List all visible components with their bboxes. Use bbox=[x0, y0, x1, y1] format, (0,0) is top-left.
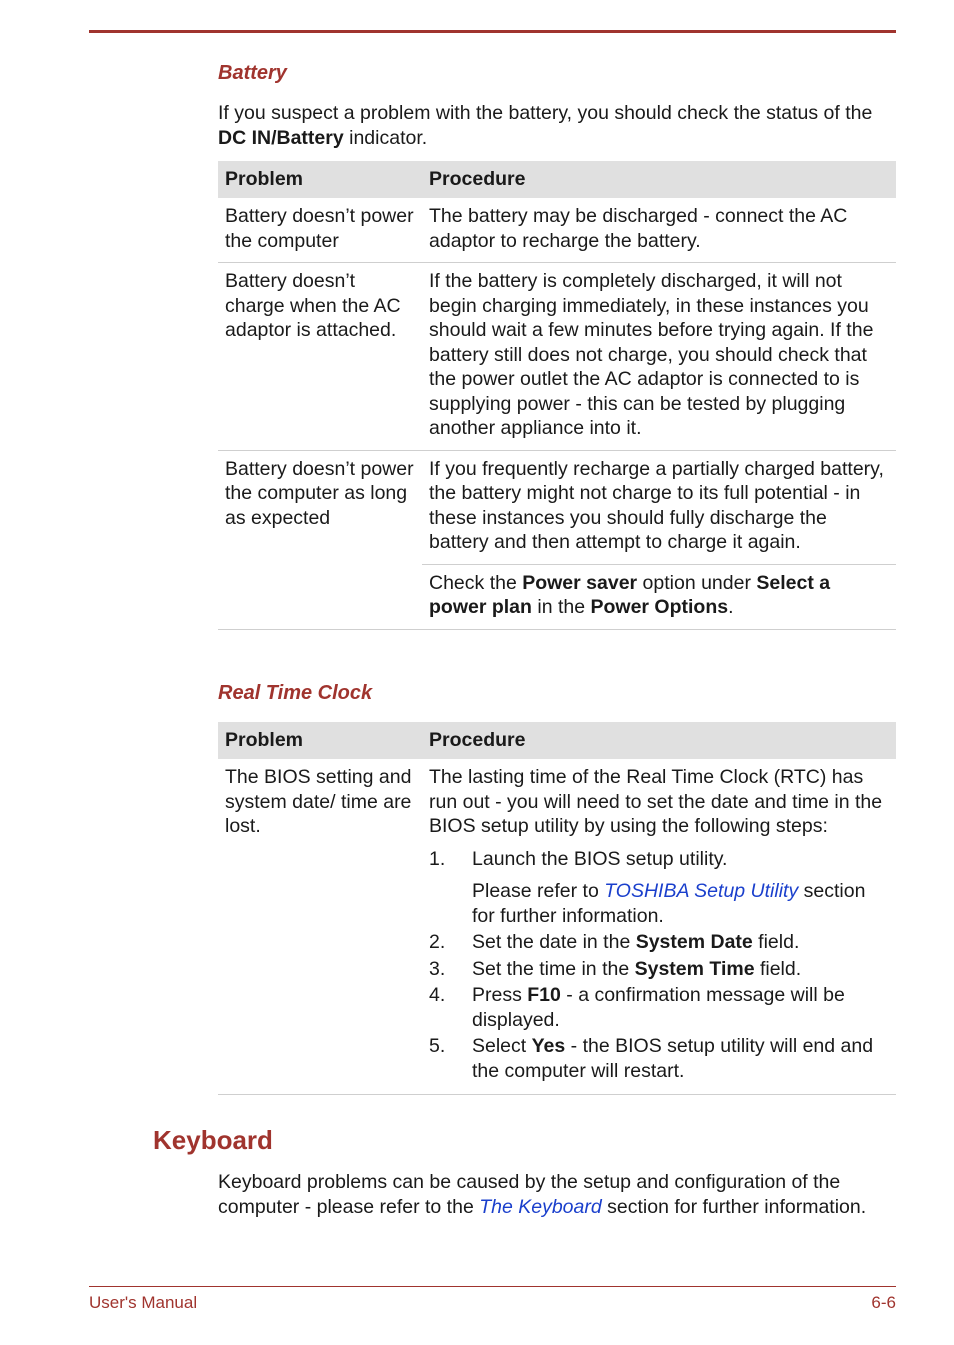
page-number: 6-6 bbox=[871, 1293, 896, 1312]
list-item: 4. Press F10 - a confirmation message will be displayed. bbox=[429, 984, 845, 1031]
f10-key-label: F10 bbox=[527, 984, 561, 1006]
battery-intro bbox=[218, 101, 898, 150]
select-power-plan-label: Select a power plan bbox=[429, 571, 831, 618]
toshiba-setup-utility-link[interactable]: TOSHIBA Setup Utility bbox=[604, 880, 799, 902]
keyboard-heading: Keyboard bbox=[153, 1125, 273, 1155]
table-row bbox=[218, 263, 896, 451]
list-item bbox=[429, 847, 889, 929]
problem-cell: The BIOS setting and system date/ time are lost. bbox=[218, 759, 422, 1095]
list-item: 5. Select Yes - the BIOS setup utility will end and the computer will restart. bbox=[429, 1035, 874, 1082]
step-number: 5. bbox=[429, 1035, 446, 1057]
step-text: Launch the BIOS setup utility. bbox=[472, 847, 728, 870]
keyboard-text: Keyboard problems can be caused by the setup and configuration of the computer - please refer to the The Keyboard section for further information. bbox=[218, 1171, 867, 1218]
power-options-label: Power Options bbox=[590, 596, 729, 618]
problem-cell: Battery doesn’t power the computer as long as expected bbox=[218, 450, 422, 629]
procedure-cell: Check the Power saver option under Select a power plan in the Power Options. bbox=[422, 564, 896, 629]
list-item: 2. Set the date in the System Date field. bbox=[429, 931, 800, 953]
table-row bbox=[218, 759, 896, 1095]
step-number: 2. bbox=[429, 931, 446, 953]
step-number: 3. bbox=[429, 957, 446, 980]
rtc-intro: The lasting time of the Real Time Clock (RTC) has run out - you will need to set the date and time in the BIOS setup utility by using the following steps: bbox=[429, 766, 883, 837]
table-row bbox=[218, 450, 896, 564]
table-header-row bbox=[218, 161, 896, 198]
column-header-problem: Problem bbox=[218, 722, 422, 759]
header-rule bbox=[89, 30, 896, 33]
procedure-cell: The battery may be discharged - connect the AC adaptor to recharge the battery. bbox=[422, 198, 896, 263]
table-header-row bbox=[218, 722, 896, 759]
problem-cell: Battery doesn’t charge when the AC adaptor is attached. bbox=[218, 263, 422, 451]
system-time-label: System Time bbox=[634, 957, 755, 980]
yes-label: Yes bbox=[531, 1035, 566, 1057]
power-saver-label: Power saver bbox=[522, 571, 638, 594]
procedure-cell: If you frequently recharge a partially charged battery, the battery might not charge to its full potential - in these instances you should fully discharge the battery and then attempt to charge it again. bbox=[422, 450, 896, 564]
list-item: 3. Set the time in the System Time field. bbox=[429, 957, 802, 980]
step-number: 1. bbox=[429, 847, 446, 870]
system-date-label: System Date bbox=[635, 931, 753, 953]
the-keyboard-link[interactable]: The Keyboard bbox=[479, 1195, 602, 1218]
steps-list bbox=[429, 847, 889, 1084]
battery-intro-indicator: DC IN/Battery bbox=[218, 126, 344, 149]
footer-rule bbox=[89, 1286, 896, 1287]
step-note: Please refer to TOSHIBA Setup Utility section for further information. bbox=[472, 880, 866, 927]
column-header-problem: Problem bbox=[218, 161, 422, 198]
procedure-cell: If the battery is completely discharged, it will not begin charging immediately, in these instances you should wait a few minutes before trying again. If the battery still does not charge, you should check that the power outlet the AC adaptor is connected to is supplying power - this can be tested by plugging another appliance into it. bbox=[422, 263, 896, 451]
column-header-procedure: Procedure bbox=[422, 161, 896, 198]
rtc-heading: Real Time Clock bbox=[218, 682, 373, 704]
procedure-cell bbox=[422, 759, 896, 1095]
column-header-procedure: Procedure bbox=[422, 722, 896, 759]
table-row bbox=[218, 198, 896, 263]
step-number: 4. bbox=[429, 984, 446, 1006]
battery-intro-end: indicator. bbox=[343, 126, 428, 149]
rtc-table bbox=[218, 722, 896, 1095]
battery-intro-text: If you suspect a problem with the battery, you should check the status of the bbox=[218, 102, 873, 124]
battery-heading: Battery bbox=[218, 62, 287, 84]
battery-table bbox=[218, 161, 896, 630]
problem-cell: Battery doesn’t power the computer bbox=[218, 198, 422, 263]
footer-manual-title: User's Manual bbox=[89, 1293, 198, 1312]
